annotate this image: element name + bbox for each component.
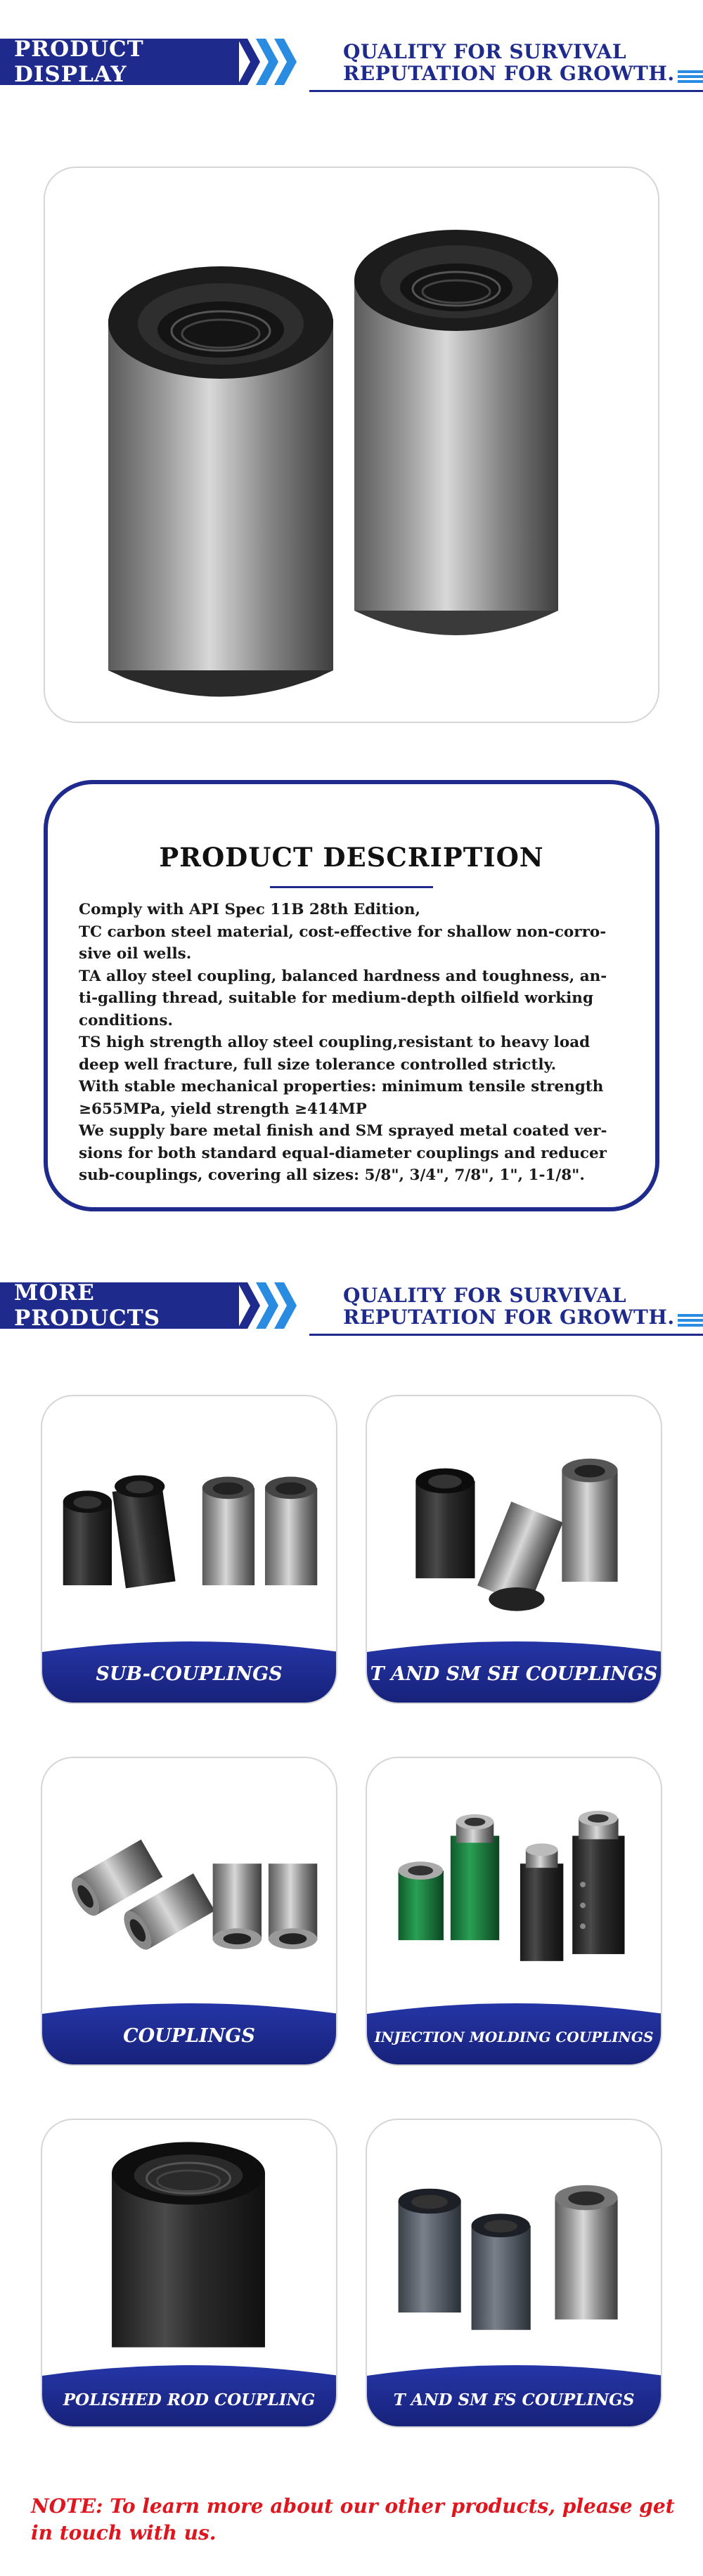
- card-frame: [366, 2119, 662, 2428]
- product-card-t-and-sm-sh-couplings[interactable]: [366, 1395, 662, 1704]
- card-label-banner: [42, 2000, 336, 2064]
- section-banner-label: PRODUCT DISPLAY: [14, 37, 144, 87]
- slogan-line: REPUTATION FOR GROWTH.: [343, 62, 675, 85]
- card-label-banner: [367, 2362, 661, 2426]
- card-frame: [366, 1757, 662, 2066]
- card-frame: [41, 1395, 337, 1704]
- card-label: POLISHED ROD COUPLING: [63, 2390, 316, 2409]
- card-label: T AND SM FS COUPLINGS: [393, 2390, 635, 2409]
- description-text: [79, 899, 627, 1187]
- divider: [309, 1334, 703, 1336]
- contact-note: NOTE: To learn more about our other products, please get in touch with us.: [31, 2494, 675, 2544]
- description-line: TS high strength alloy steel coupling,resistant to heavy load deep well fracture, full size tolerance controlled strictly.: [79, 1034, 591, 1074]
- description-line: TA alloy steel coupling, balanced hardness and toughness, an- ti-galling thread, suitable for medium-depth oilfield working conditions.: [79, 967, 607, 1029]
- card-label: T AND SM SH COUPLINGS: [370, 1663, 658, 1685]
- product-image: [42, 2120, 336, 2359]
- card-label: SUB-COUPLINGS: [96, 1663, 283, 1685]
- product-image: [367, 1758, 661, 1997]
- card-label-banner: [42, 1638, 336, 1703]
- coupling-pair-illustration: [45, 168, 659, 723]
- stripes-decoration: [678, 70, 703, 85]
- card-label-banner: [367, 2000, 661, 2064]
- slogan-line: QUALITY FOR SURVIVAL: [343, 40, 627, 63]
- product-card-t-and-sm-fs-couplings[interactable]: [366, 2119, 662, 2428]
- divider: [309, 90, 703, 92]
- card-label-banner: [42, 2362, 336, 2426]
- product-card-injection-molding-couplings[interactable]: [366, 1757, 662, 2066]
- slogan-line: REPUTATION FOR GROWTH.: [343, 1306, 675, 1329]
- card-frame: [366, 1395, 662, 1704]
- chevron-right-icon: [274, 1282, 297, 1329]
- product-image: [42, 1396, 336, 1635]
- slogan: [343, 41, 675, 84]
- description-line: Comply with API Spec 11B 28th Edition,: [79, 901, 420, 918]
- section-banner: [0, 39, 239, 85]
- slogan-line: QUALITY FOR SURVIVAL: [343, 1284, 627, 1307]
- description-title: PRODUCT DESCRIPTION: [159, 842, 544, 873]
- product-description-box: [44, 780, 659, 1211]
- card-frame: [41, 2119, 337, 2428]
- description-line: TC carbon steel material, cost-effective for shallow non-corro- sive oil wells.: [79, 923, 607, 963]
- section-banner-label: MORE PRODUCTS: [14, 1280, 161, 1331]
- title-underline: [270, 886, 433, 888]
- product-card-polished-rod-coupling[interactable]: [41, 2119, 337, 2428]
- product-display-header: [0, 0, 703, 105]
- slogan: [343, 1284, 675, 1328]
- product-image: [42, 1758, 336, 1997]
- description-line: We supply bare metal finish and SM sprayed metal coated ver- sions for both standard equal-diameter couplings and reducer sub-couplings, covering all sizes: 5/8", 3/4", 7/8", 1", 1-1/8".: [79, 1122, 607, 1184]
- product-image: [367, 1396, 661, 1635]
- card-label-banner: [367, 1638, 661, 1703]
- product-card-sub-couplings[interactable]: [41, 1395, 337, 1704]
- card-label: INJECTION MOLDING COUPLINGS: [374, 2029, 654, 2045]
- stripes-decoration: [678, 1314, 703, 1329]
- hero-product-image: [44, 167, 659, 723]
- product-image: [367, 2120, 661, 2359]
- card-label: COUPLINGS: [123, 2025, 255, 2047]
- more-products-header: [0, 1244, 703, 1349]
- description-line: With stable mechanical properties: minimum tensile strength ≥655MPa, yield strength ≥414MP: [79, 1078, 604, 1118]
- product-card-couplings[interactable]: [41, 1757, 337, 2066]
- chevron-right-icon: [274, 39, 297, 85]
- card-frame: [41, 1757, 337, 2066]
- section-banner: [0, 1282, 239, 1329]
